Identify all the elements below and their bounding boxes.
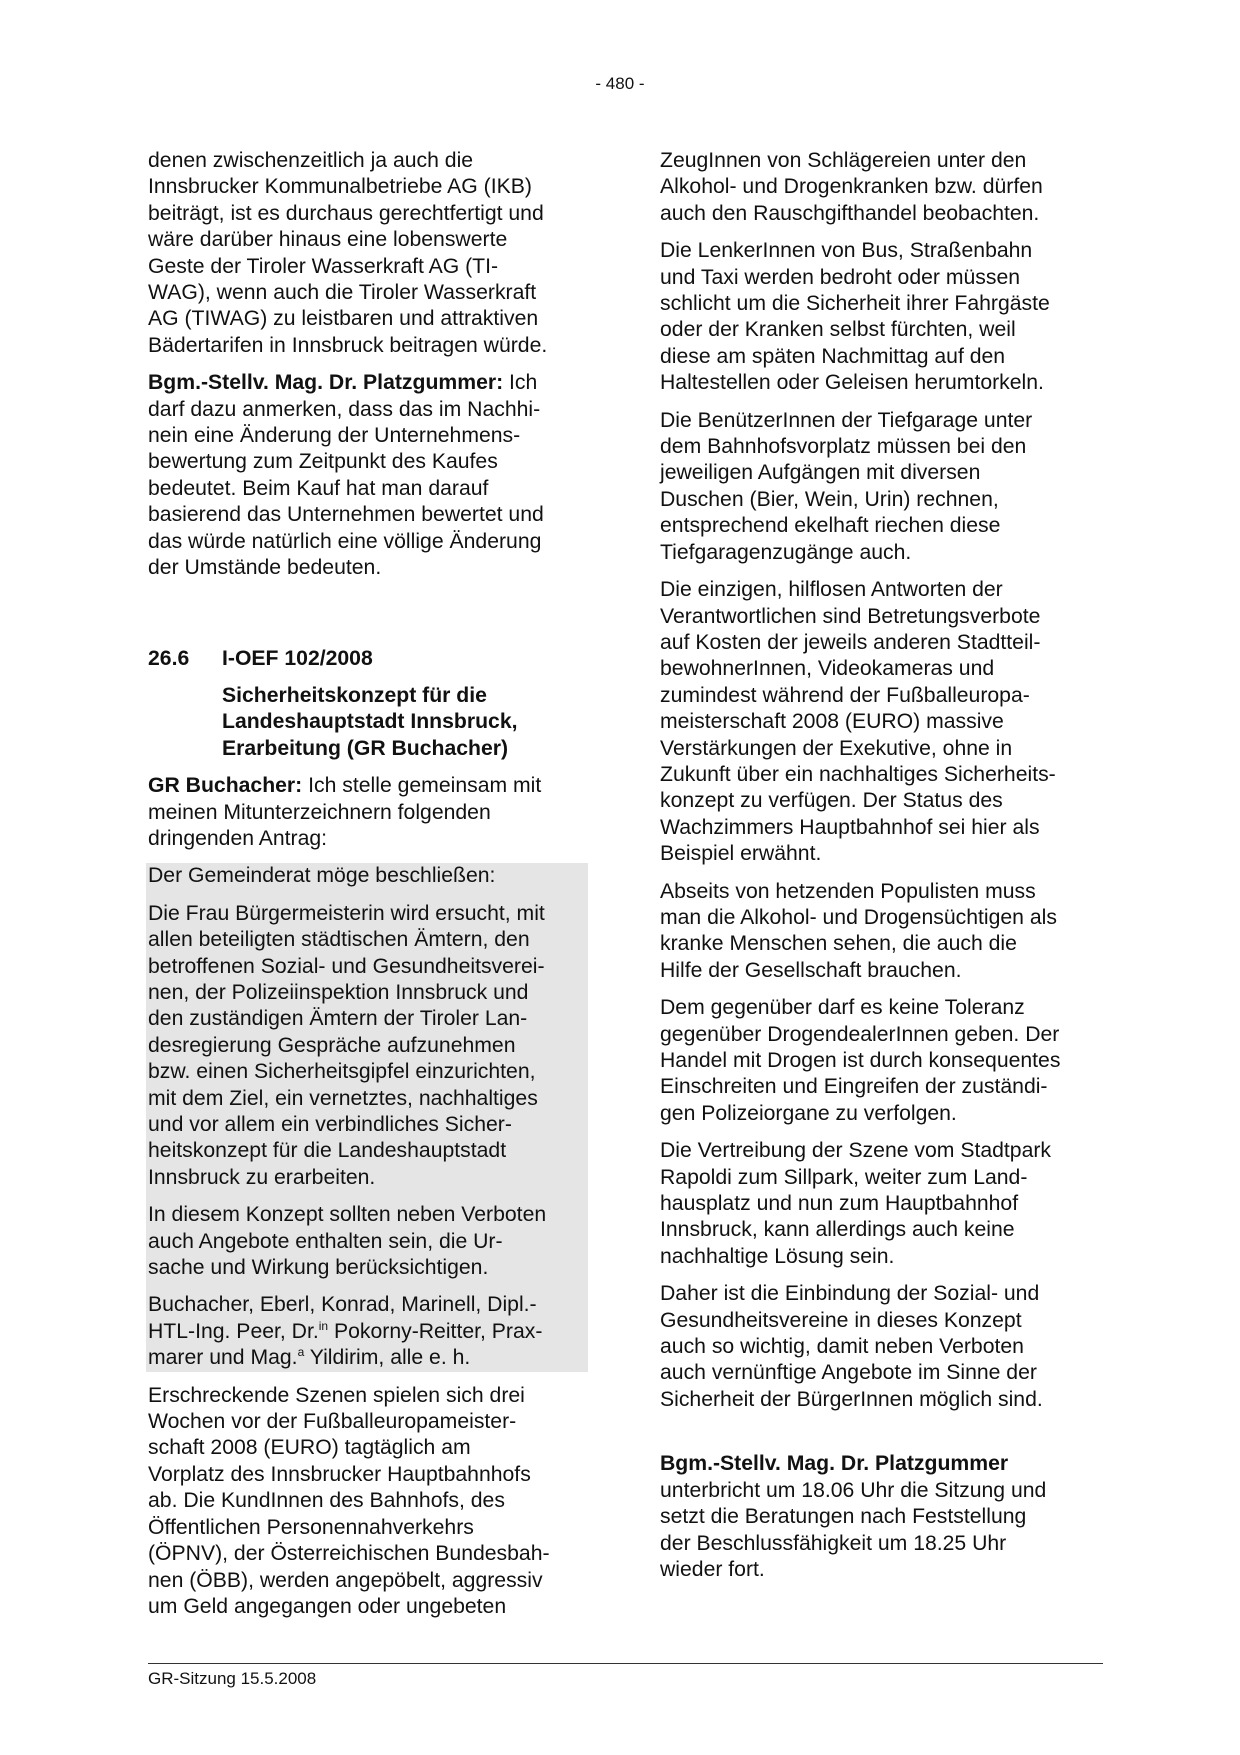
text-line: Sicherheit der BürgerInnen möglich sind. — [660, 1387, 1043, 1411]
text-line: nen, der Polizeiinspektion Innsbruck und — [148, 980, 529, 1004]
text-line: bedeutet. Beim Kauf hat man darauf — [148, 476, 489, 500]
text-line: bzw. einen Sicherheitsgipfel einzurichten, — [148, 1060, 536, 1084]
text-line: dringenden Antrag: — [148, 826, 328, 850]
text-line: um Geld angegangen oder ungebeten — [148, 1594, 507, 1618]
text-line: Geste der Tiroler Wasserkraft AG (TI- — [148, 254, 499, 278]
text-line: denen zwischenzeitlich ja auch die — [148, 149, 474, 172]
motion-signers: Buchacher, Eberl, Konrad, Marinell, Dipl.- HTL-Ing. Peer, Dr.$^{in}$ Pokorny-Reitter, Prax- marer und Mag.$^a$ Yildirim, alle e. h. — [148, 1293, 543, 1370]
text-line: zumindest während der Fußballeuropa- — [660, 683, 1030, 707]
footer-text: GR-Sitzung 15.5.2008 — [148, 1669, 317, 1688]
text-line: darf dazu anmerken, dass das im Nachhi- — [148, 397, 541, 421]
text-line: Haltestellen oder Geleisen herumtorkeln. — [660, 371, 1044, 395]
text-line: der Beschlussfähigkeit um 18.25 Uhr — [660, 1531, 1007, 1555]
text-line: Bädertarifen in Innsbruck beitragen würde. — [148, 333, 548, 357]
paragraph-speaker: GR Buchacher: Ich stelle gemeinsam mit meinen Mitunterzeichnern folgenden dringenden Antrag: — [148, 773, 588, 852]
speaker-name: GR Buchacher: — [148, 774, 303, 798]
text-line: auch Angebote enthalten sein, die Ur- — [148, 1229, 503, 1253]
text-line: Zukunft über ein nachhaltiges Sicherheits- — [660, 762, 1056, 786]
motion-text — [148, 1202, 588, 1292]
text-line: WAG), wenn auch die Tiroler Wasserkraft — [148, 281, 537, 305]
text-line: kranke Menschen sehen, die auch die — [660, 932, 1017, 956]
text-line: Hilfe der Gesellschaft brauchen. — [660, 958, 962, 982]
text-line: Dem gegenüber darf es keine Toleranz — [660, 996, 1025, 1020]
paragraph — [660, 148, 1105, 227]
text-line: auch vernünftige Angebote im Sinne der — [660, 1361, 1037, 1385]
text-line: nachhaltige Lösung sein. — [660, 1244, 895, 1268]
text-line: allen beteiligten städtischen Ämtern, den — [148, 928, 530, 952]
text-line: Rapoldi zum Sillpark, weiter zum Land- — [660, 1165, 1028, 1189]
text-line: beiträgt, ist es durchaus gerechtfertigt und — [148, 201, 544, 225]
text-line: Öffentlichen Personennahverkehrs — [148, 1515, 474, 1539]
text-line: den zuständigen Ämtern der Tiroler Lan- — [148, 1007, 528, 1031]
text-line: Duschen (Bier, Wein, Urin) rechnen, — [660, 487, 999, 511]
text-line: Handel mit Drogen ist durch konsequentes — [660, 1049, 1061, 1072]
text-line: Wochen vor der Fußballeuropameister- — [148, 1410, 517, 1434]
section-code: I-OEF 102/2008 — [222, 646, 373, 670]
text-line: nein eine Änderung der Unternehmens- — [148, 424, 521, 448]
text-line: bewertung zum Zeitpunkt des Kaufes — [148, 450, 498, 474]
paragraph-speaker: Bgm.-Stellv. Mag. Dr. Platzgummer: Ich darf dazu anmerken, dass das im Nachhi- nein eine Änderung der Unternehmens- bewertung zum Zeitpunkt des Kaufes bedeutet. Beim Kauf hat man darauf basierend das Unternehmen bewertet und das würde natürlich eine völlige Änderung der Umstände bedeuten. — [148, 370, 588, 581]
text-line: wäre darüber hinaus eine lobenswerte — [148, 228, 508, 252]
text-line: Innsbrucker Kommunalbetriebe AG (IKB) — [148, 175, 532, 199]
text-line: meinen Mitunterzeichnern folgenden — [148, 800, 491, 824]
text-line: jeweiligen Aufgängen mit diversen — [660, 461, 981, 485]
text-line: der Umstände bedeuten. — [148, 556, 382, 580]
text-line: man die Alkohol- und Drogensüchtigen als — [660, 905, 1057, 929]
text-line: basierend das Unternehmen bewertet und — [148, 503, 544, 527]
text-line: diese am späten Nachmittag auf den — [660, 344, 1006, 368]
text-line: desregierung Gespräche aufzunehmen — [148, 1033, 516, 1057]
text-line: Vorplatz des Innsbrucker Hauptbahnhofs — [148, 1462, 531, 1486]
text-line: Sicherheitskonzept für die — [222, 683, 487, 707]
text-line: das würde natürlich eine völlige Änderung — [148, 529, 542, 553]
paragraph — [148, 1383, 588, 1621]
text-line: (ÖPNV), der Österreichischen Bundesbah- — [148, 1542, 550, 1566]
text-line: Erschreckende Szenen spielen sich drei — [148, 1383, 525, 1407]
text-line: Die BenützerInnen der Tiefgarage unter — [660, 408, 1033, 432]
text-line: auf Kosten der jeweils anderen Stadtteil- — [660, 630, 1041, 654]
paragraph — [660, 1138, 1105, 1270]
text-line: sache und Wirkung berücksichtigen. — [148, 1256, 489, 1280]
text-line: dem Bahnhofsvorplatz müssen bei den — [660, 435, 1027, 459]
paragraph — [660, 408, 1105, 566]
motion-box — [146, 863, 588, 1371]
text-line: Die einzigen, hilflosen Antworten der — [660, 578, 1003, 602]
closing-paragraph — [660, 1451, 1105, 1583]
paragraph — [660, 879, 1105, 985]
text-line: Innsbruck, kann allerdings auch keine — [660, 1218, 1015, 1242]
text-line: Die Frau Bürgermeisterin wird ersucht, mit — [148, 901, 545, 925]
text-line: In diesem Konzept sollten neben Verboten — [148, 1203, 547, 1227]
left-column — [148, 148, 588, 1631]
text-line: Die Vertreibung der Szene vom Stadtpark — [660, 1139, 1052, 1163]
paragraph — [660, 238, 1105, 396]
paragraph — [660, 577, 1105, 867]
text-line: auch den Rauschgifthandel beobachten. — [660, 201, 1040, 225]
text-line: Verantwortlichen sind Betretungsverbote — [660, 604, 1041, 628]
speaker-name: Bgm.-Stellv. Mag. Dr. Platzgummer: — [148, 371, 504, 395]
text-line: hausplatz und nun zum Hauptbahnhof — [660, 1192, 1019, 1216]
text-line: ab. Die KundInnen des Bahnhofs, des — [148, 1489, 505, 1513]
text-line: konzept zu verfügen. Der Status des — [660, 789, 1003, 813]
footer-divider — [148, 1663, 1103, 1664]
page-number: - 480 - — [595, 74, 645, 93]
text-line: auch so wichtig, damit neben Verboten — [660, 1335, 1024, 1359]
text-line: Beispiel erwähnt. — [660, 842, 822, 866]
text-line: nen (ÖBB), werden angepöbelt, aggressiv — [148, 1568, 543, 1592]
text-line: Landeshauptstadt Innsbruck, — [222, 710, 518, 734]
right-column — [660, 148, 1105, 1594]
section-number: 26.6 — [148, 646, 190, 670]
text-line: und Taxi werden bedroht oder müssen — [660, 265, 1021, 289]
text-line: gen Polizeiorgane zu verfolgen. — [660, 1101, 957, 1125]
motion-intro: Der Gemeinderat möge beschließen: — [148, 864, 496, 888]
text-line: Wachzimmers Hauptbahnhof sei hier als — [660, 815, 1040, 839]
section-heading — [148, 646, 588, 672]
text-line: Verstärkungen der Exekutive, ohne in — [660, 736, 1013, 760]
text-line: unterbricht um 18.06 Uhr die Sitzung und — [660, 1478, 1047, 1502]
text-line: und vor allem ein verbindliches Sicher- — [148, 1113, 512, 1136]
text-line: Einschreiten und Eingreifen der zuständi- — [660, 1075, 1048, 1099]
text-line: gegenüber DrogendealerInnen geben. Der — [660, 1022, 1060, 1046]
text-line: Tiefgaragenzugänge auch. — [660, 540, 912, 564]
motion-text — [148, 901, 588, 1202]
text-line: wieder fort. — [660, 1557, 765, 1581]
text-line: meisterschaft 2008 (EURO) massive — [660, 710, 1004, 734]
speaker-name: Bgm.-Stellv. Mag. Dr. Platzgummer — [660, 1452, 1009, 1476]
text-line: entsprechend ekelhaft riechen diese — [660, 514, 1001, 538]
text-line: oder der Kranken selbst fürchten, weil — [660, 318, 1016, 342]
text-line: AG (TIWAG) zu leistbaren und attraktiven — [148, 307, 539, 331]
text-line: ZeugInnen von Schlägereien unter den — [660, 149, 1027, 172]
paragraph — [148, 148, 588, 359]
section-title — [222, 683, 588, 762]
text-line: Erarbeitung (GR Buchacher) — [222, 736, 509, 760]
text-line: schaft 2008 (EURO) tagtäglich am — [148, 1436, 471, 1460]
paragraph — [660, 1281, 1105, 1413]
text-line: Die LenkerInnen von Bus, Straßenbahn — [660, 239, 1033, 263]
text-line: Daher ist die Einbindung der Sozial- und — [660, 1282, 1040, 1306]
text-line: schlicht um die Sicherheit ihrer Fahrgäste — [660, 292, 1050, 316]
text-line: Alkohol- und Drogenkranken bzw. dürfen — [660, 175, 1043, 199]
text-line: Gesundheitsvereine in dieses Konzept — [660, 1308, 1022, 1332]
text-line: bewohnerInnen, Videokameras und — [660, 657, 995, 681]
text-line: betroffenen Sozial- und Gesundheitsverei- — [148, 954, 545, 978]
text-line: Innsbruck zu erarbeiten. — [148, 1165, 376, 1189]
text-line: setzt die Beratungen nach Feststellung — [660, 1505, 1027, 1529]
text-line: Abseits von hetzenden Populisten muss — [660, 879, 1036, 903]
paragraph — [660, 995, 1105, 1127]
text-line: mit dem Ziel, ein vernetztes, nachhaltiges — [148, 1086, 538, 1110]
text-line: heitskonzept für die Landeshauptstadt — [148, 1139, 507, 1163]
